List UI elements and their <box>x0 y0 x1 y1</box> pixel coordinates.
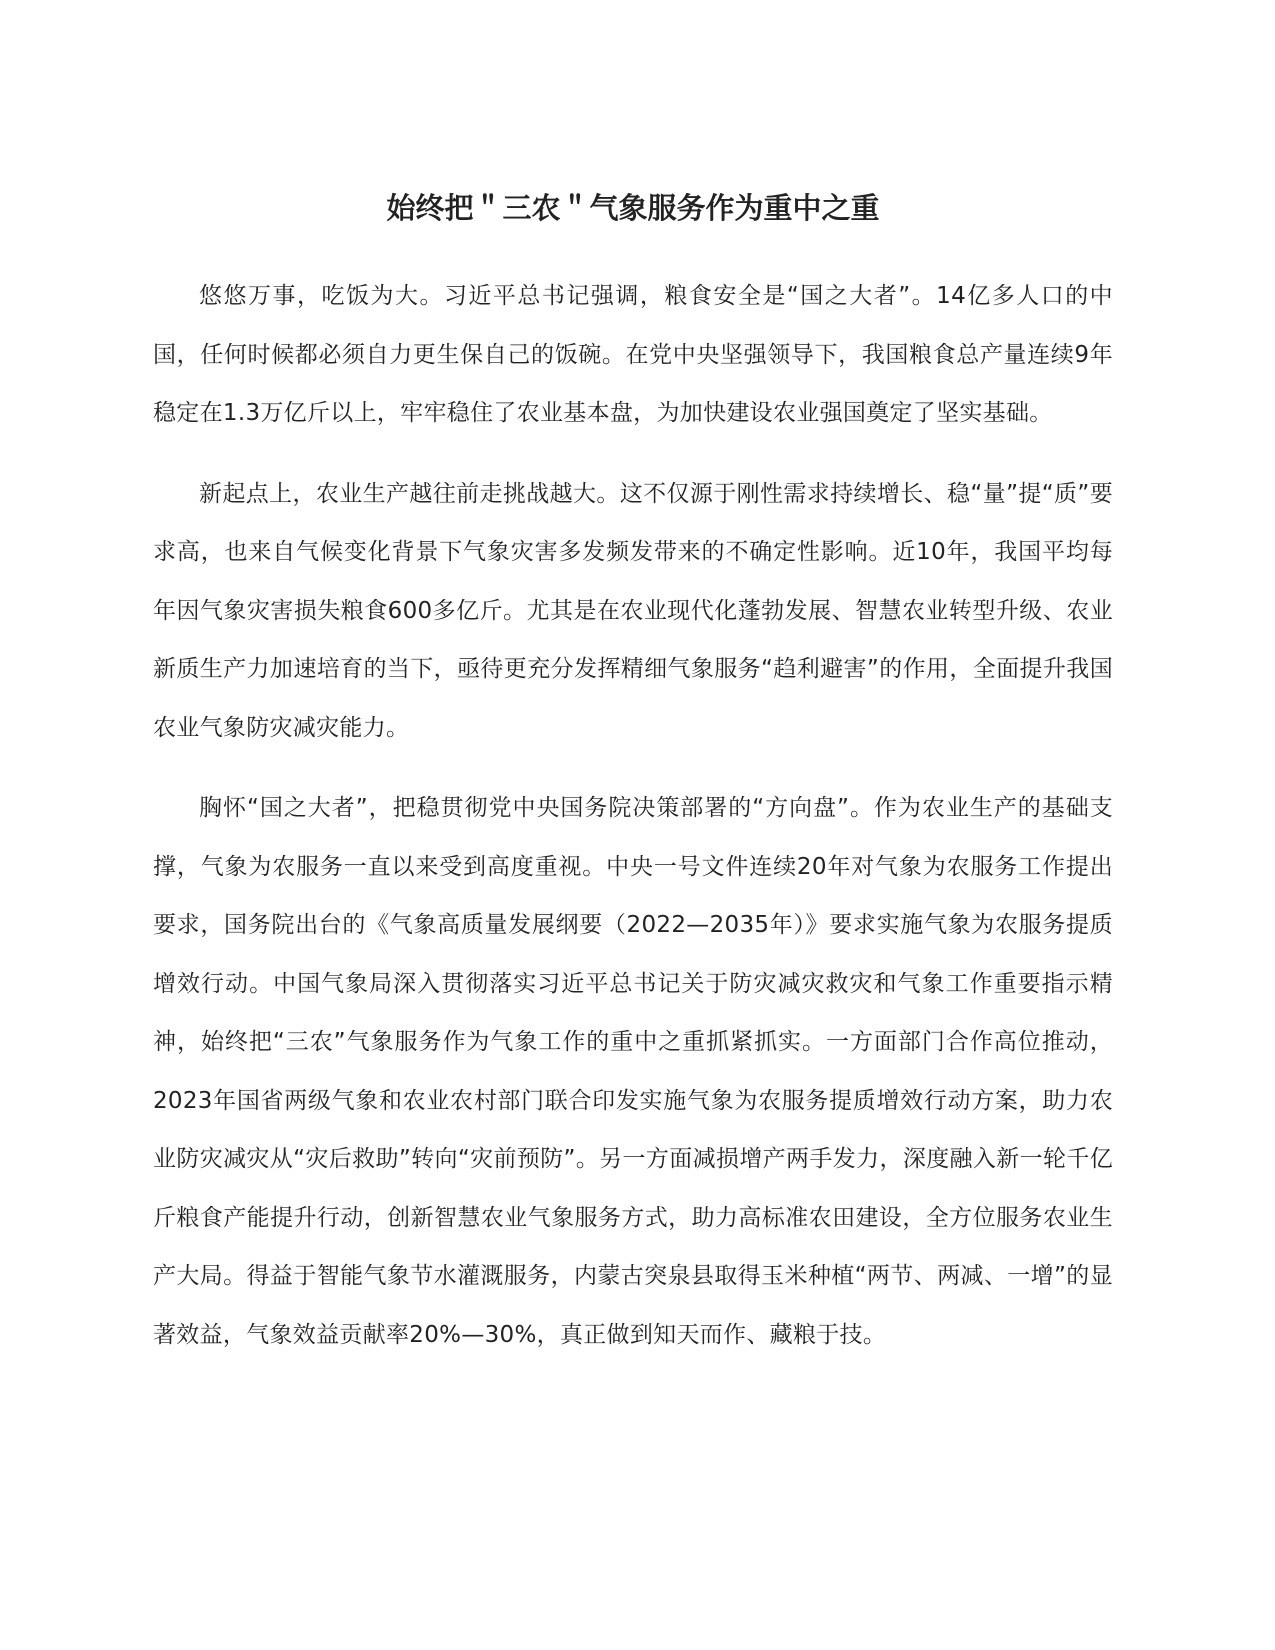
paragraph-3: 胸怀“国之大者”，把稳贯彻党中央国务院决策部署的“方向盘”。作为农业生产的基础支撑，气象为农服务一直以来受到高度重视。中央一号文件连续20年对气象为农服务工作提出要求，国务院出台的《气象高质量发展纲要（2022—2035年）》要求实施气象为农服务提质增效行动。中国气象局深入贯彻落实习近平总书记关于防灾减灾救灾和气象工作重要指示精神，始终把“三农”气象服务作为气象工作的重中之重抓紧抓实。一方面部门合作高位推动，2023年国省两级气象和农业农村部门联合印发实施气象为农服务提质增效行动方案，助力农业防灾减灾从“灾后救助”转向“灾前预防”。另一方面减损增产两手发力，深度融入新一轮千亿斤粮食产能提升行动，创新智慧农业气象服务方式，助力高标准农田建设，全方位服务农业生产大局。得益于智能气象节水灌溉服务，内蒙古突泉县取得玉米种植“两节、两减、一增”的显著效益，气象效益贡献率20%—30%，真正做到知天而作、藏粮于技。 <box>153 795 1113 1348</box>
paragraph-2: 新起点上，农业生产越往前走挑战越大。这不仅源于刚性需求持续增长、稳“量”提“质”要求高，也来自气候变化背景下气象灾害多发频发带来的不确定性影响。近10年，我国平均每年因气象灾害损失粮食600多亿斤。尤其是在农业现代化蓬勃发展、智慧农业转型升级、农业新质生产力加速培育的当下，亟待更充分发挥精细气象服务“趋利避害”的作用，全面提升我国农业气象防灾减灾能力。 <box>153 480 1113 741</box>
paragraph-1: 悠悠万事，吃饭为大。习近平总书记强调，粮食安全是“国之大者”。14亿多人口的中国，任何时候都必须自力更生保自己的饭碗。在党中央坚强领导下，我国粮食总产量连续9年稳定在1.3万亿斤以上，牢牢稳住了农业基本盘，为加快建设农业强国奠定了坚实基础。 <box>153 283 1113 426</box>
document-title: 始终把＂三农＂气象服务作为重中之重 <box>386 191 880 225</box>
document-body <box>153 267 1113 1386</box>
